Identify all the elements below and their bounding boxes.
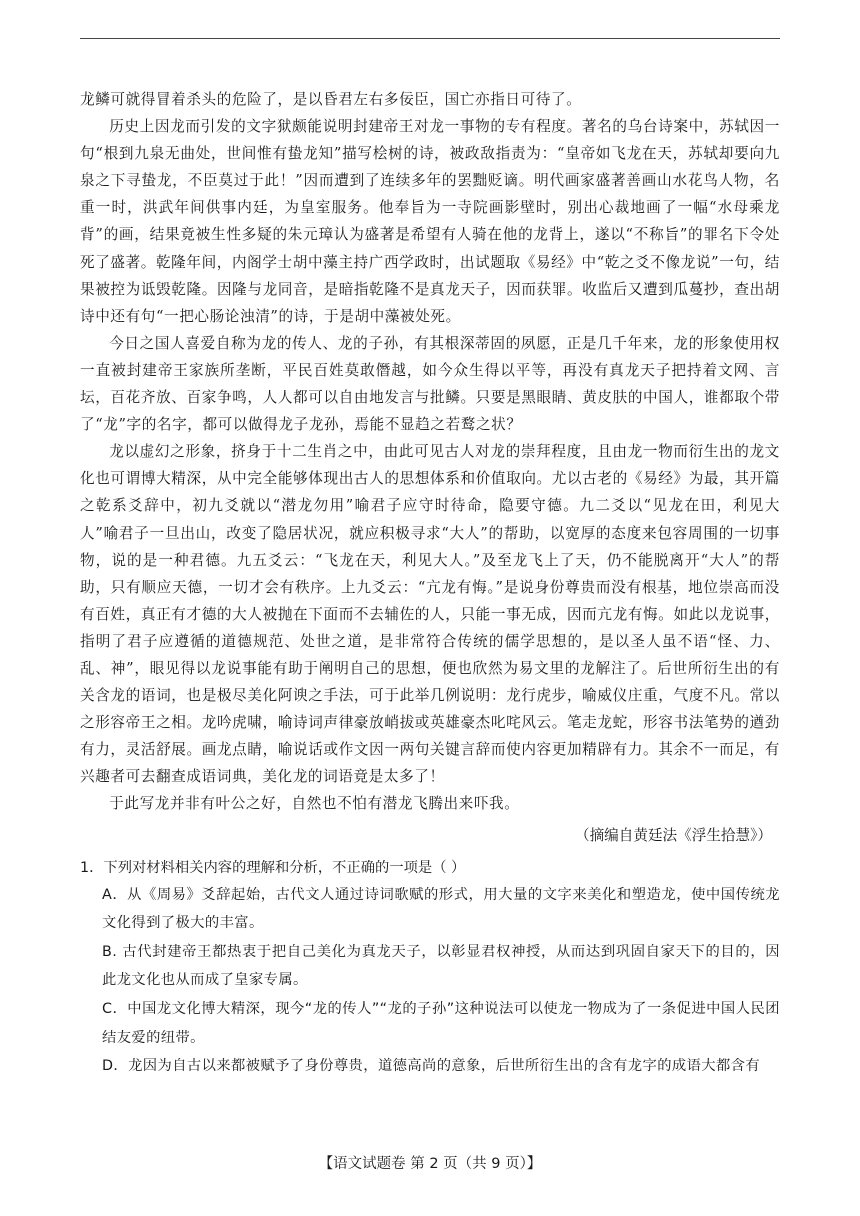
passage-paragraph: 于此写龙并非有叶公之好，自然也不怕有潜龙飞腾出来吓我。 — [109, 795, 520, 813]
document-body — [80, 86, 780, 1081]
option-b: B. 古代封建帝王都热衷于把自己美化为真龙天子，以彰显君权神授，从而达到巩固自家天下的目的，因此龙文化也从而成了皇家专属。 — [102, 943, 780, 989]
question-stem: 1．下列对材料相关内容的理解和分析，不正确的一项是（ ） — [80, 859, 466, 876]
passage-source: （摘编自黄廷法《浮生拾慧》） — [574, 826, 772, 844]
header-rule — [80, 38, 780, 39]
passage-paragraph: 历史上因龙而引发的文字狱颇能说明封建帝王对龙一事物的专有程度。著名的乌台诗案中，苏轼因一句“根到九泉无曲处，世间惟有蛰龙知”描写桧树的诗，被政敌指责为：“皇帝如飞龙在天，苏轼却要向九泉之下寻蛰龙，不臣莫过于此！”因而遭到了连续多年的罢黜贬谪。明代画家盛著善画山水花鸟人物，名重一时，洪武年间供事内廷，为皇室服务。他奉旨为一寺院画影壁时，别出心裁地画了一幅“水母乘龙背”的画，结果竟被生性多疑的朱元璋认为盛著是希望有人骑在他的龙背上，遂以“不称旨”的罪名下令处死了盛著。乾隆年间，内阁学士胡中藻主持广西学政时，出试题取《易经》中“乾之爻不像龙说”一句，结果被控为诋毁乾隆。因隆与龙同音，是暗指乾隆不是真龙天子，因而获罪。收监后又遭到瓜蔓抄，查出胡诗中还有句“一把心肠论浊清”的诗，于是胡中藻被处死。 — [80, 118, 780, 325]
page-footer: 【语文试题卷 第 2 页（共 9 页）】 — [318, 1156, 542, 1172]
option-c: C．中国龙文化博大精深，现今“龙的传人”“龙的子孙”这种说法可以使龙一物成为了一条促进中国人民团结友爱的纽带。 — [102, 1001, 780, 1046]
passage-paragraph: 龙以虚幻之形象，挤身于十二生肖之中，由此可见古人对龙的崇拜程度，且由龙一物而衍生出的龙文化也可谓博大精深，从中完全能够体现出古人的思想体系和价值取向。尤以古老的《易经》为最，其开篇之乾系爻辞中，初九爻就以“潜龙勿用”喻君子应守时待命，隐要守德。九二爻以“见龙在田，利见大人”喻君子一旦出山，改变了隐居状况，就应积极寻求“大人”的帮助，以宽厚的态度来包容周围的一切事物，说的是一种君德。九五爻云：“飞龙在天，利见大人。”及至龙飞上了天，仍不能脱离开“大人”的帮助，只有顺应天德，一切才会有秩序。上九爻云：“亢龙有悔。”是说身份尊贵而没有根基，地位崇高而没有百姓，真正有才德的大人被抛在下面而不去辅佐的人，只能一事无成，因而亢龙有悔。如此以龙说事，指明了君子应遵循的道德规范、处世之道，是非常符合传统的儒学思想的，是以圣人虽不语“怪、力、乱、神”，眼见得以龙说事能有助于阐明自己的思想，便也欣然为易文里的龙解注了。后世所衍生出的有关含龙的语词，也是极尽美化阿谀之手法，可于此举几例说明：龙行虎步，喻威仪庄重，气度不凡。常以之形容帝王之相。龙吟虎啸，喻诗词声律豪放峭拔或英雄豪杰叱咤风云。笔走龙蛇，形容书法笔势的遒劲有力，灵活舒展。画龙点睛，喻说话或作文因一两句关键言辞而使内容更加精辟有力。其余不一而足，有兴趣者可去翻查成语词典，美化龙的词语竟是太多了！ — [80, 443, 780, 786]
option-d: D．龙因为自古以来都被赋予了身份尊贵，道德高尚的意象，后世所衍生出的含有龙字的成语大都含有 — [102, 1058, 761, 1075]
question-block — [80, 855, 780, 1081]
option-a: A．从《周易》爻辞起始，古代文人通过诗词歌赋的形式，用大量的文字来美化和塑造龙，使中国传统龙文化得到了极大的丰富。 — [102, 886, 780, 932]
passage-paragraph: 龙鳞可就得冒着杀头的危险了，是以昏君左右多佞臣，国亡亦指日可待了。 — [80, 91, 582, 108]
passage-paragraph: 今日之国人喜爱自称为龙的传人、龙的子孙，有其根深蒂固的夙愿，正是几千年来，龙的形象使用权一直被封建帝王家族所垄断，平民百姓莫敢僭越，如今众生得以平等，再没有真龙天子把持着文网、言坛，百花齐放、百家争鸣，人人都可以自由地发言与批鳞。只要是黑眼睛、黄皮肤的中国人，谁都取个带了“龙”字的名字，都可以做得龙子龙孙，焉能不显趋之若鹜之状？ — [80, 334, 780, 434]
